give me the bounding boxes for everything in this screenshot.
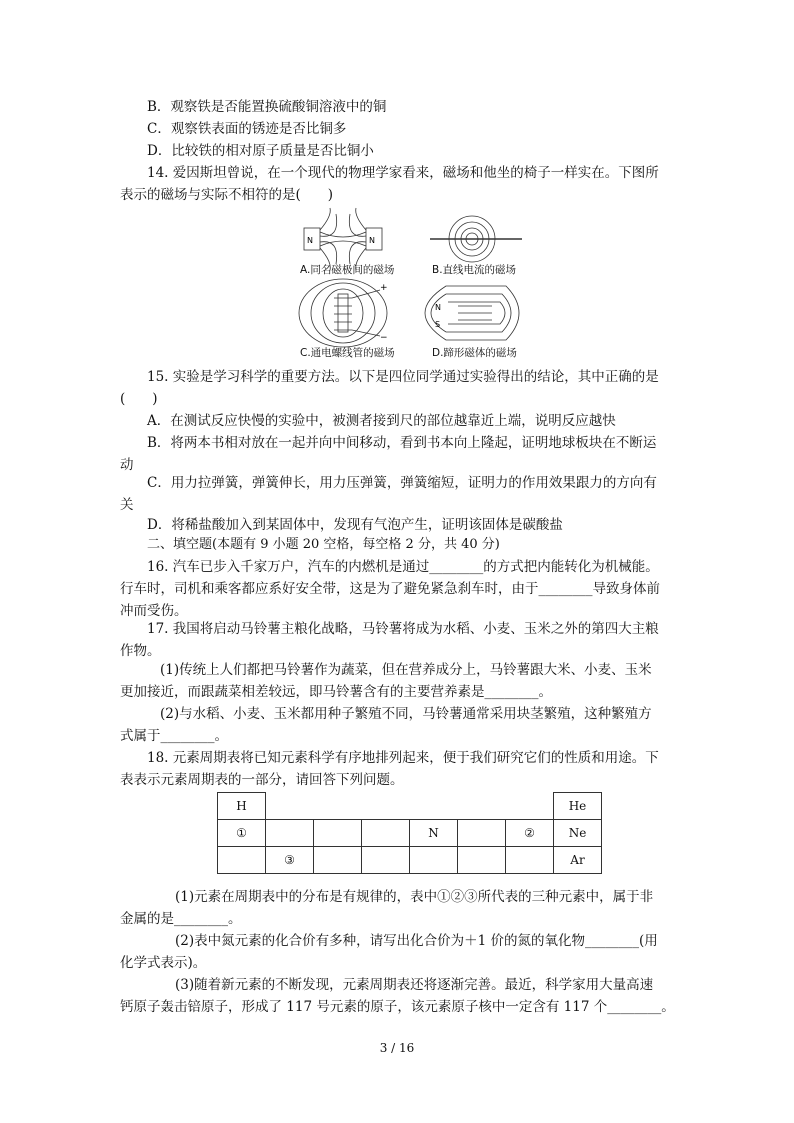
table-cell: ② xyxy=(506,820,554,847)
table-cell xyxy=(362,793,410,820)
question-17-line1: 17. 我国将启动马铃薯主粮化战略，马铃薯将成为水稻、小麦、玉米之外的第四大主粮 xyxy=(147,621,659,637)
table-cell: ① xyxy=(218,820,266,847)
table-cell xyxy=(314,847,362,874)
caption-c: C.通电螺线管的磁场 xyxy=(300,347,395,359)
question-18-2-line2: 化学式表示)。 xyxy=(120,955,207,971)
table-cell xyxy=(314,820,362,847)
table-row xyxy=(218,820,602,847)
table-cell: Ne xyxy=(554,820,602,847)
table-cell xyxy=(410,847,458,874)
caption-a: A.同名磁极间的磁场 xyxy=(300,264,395,276)
question-14-line1: 14. 爱因斯坦曾说，在一个现代的物理学家看来，磁场和他坐的椅子一样实在。下图所 xyxy=(147,165,659,181)
question-18-2-line1: (2)表中氮元素的化合价有多种，请写出化合价为＋1 价的氮的氧化物________(用 xyxy=(175,933,658,949)
question-18-1-line1: (1)元素在周期表中的分布是有规律的，表中①②③所代表的三种元素中，属于非 xyxy=(175,889,654,905)
table-cell xyxy=(458,820,506,847)
question-17-2-line2: 式属于________。 xyxy=(120,728,228,744)
option-d-q15: D．将稀盐酸加入到某固体中，发现有气泡产生，证明该固体是碳酸盐 xyxy=(147,517,563,533)
question-18-3-line1: (3)随着新元素的不断发现，元素周期表还将逐渐完善。最近，科学家用大量高速 xyxy=(175,977,654,993)
question-18-line1: 18. 元素周期表将已知元素科学有序地排列起来，便于我们研究它们的性质和用途。下 xyxy=(147,750,659,766)
table-cell: He xyxy=(554,793,602,820)
magnetic-field-figure xyxy=(296,206,534,364)
horseshoe-pole-n: N xyxy=(435,303,441,312)
question-17-2-line1: (2)与水稻、小麦、玉米都用种子繁殖不同，马铃薯通常采用块茎繁殖，这种繁殖方 xyxy=(160,706,652,722)
table-cell xyxy=(266,793,314,820)
table-cell xyxy=(506,793,554,820)
question-17-1-line1: (1)传统上人们都把马铃薯作为蔬菜，但在营养成分上，马铃薯跟大米、小麦、玉米 xyxy=(160,662,652,678)
question-18-3-line2: 钙原子轰击锫原子，形成了 117 号元素的原子，该元素原子核中一定含有 117 个________。 xyxy=(120,999,675,1015)
caption-b: B.直线电流的磁场 xyxy=(432,264,517,276)
question-18-1-line2: 金属的是________。 xyxy=(120,911,242,927)
magnetic-field-diagrams xyxy=(296,206,534,364)
section-2-heading: 二、填空题(本题有 9 小题 20 空格，每空格 2 分，共 40 分) xyxy=(147,537,500,552)
table-row xyxy=(218,793,602,820)
caption-d: D.蹄形磁体的磁场 xyxy=(432,347,517,359)
option-b-q13: B．观察铁是否能置换硫酸铜溶液中的铜 xyxy=(147,99,387,115)
table-cell xyxy=(458,847,506,874)
table-cell xyxy=(506,847,554,874)
option-c-q13: C．观察铁表面的锈迹是否比铜多 xyxy=(147,121,347,137)
pole-label-right: N xyxy=(369,236,375,245)
question-15-line1: 15. 实验是学习科学的重要方法。以下是四位同学通过实验得出的结论，其中正确的是 xyxy=(147,369,659,385)
question-17-1-line2: 更加接近，而跟蔬菜相差较远，即马铃薯含有的主要营养素是________。 xyxy=(120,684,552,700)
table-cell xyxy=(410,793,458,820)
plus-terminal: + xyxy=(380,283,388,293)
table-cell: H xyxy=(218,793,266,820)
question-17-line2: 作物。 xyxy=(120,643,161,659)
table-cell xyxy=(266,820,314,847)
question-16-line3: 冲而受伤。 xyxy=(120,603,188,619)
question-14-line2: 表示的磁场与实际不相符的是( ) xyxy=(120,187,334,203)
minus-terminal: − xyxy=(380,333,388,343)
question-15-line2: ( ) xyxy=(120,391,158,407)
question-16-line2: 行车时，司机和乘客都应系好安全带，这是为了避免紧急刹车时，由于________导致身体前 xyxy=(120,581,660,597)
table-cell: ③ xyxy=(266,847,314,874)
option-c-q15-line2: 关 xyxy=(120,497,134,513)
table-cell xyxy=(458,793,506,820)
question-18-line2: 表表示元素周期表的一部分，请回答下列问题。 xyxy=(120,772,404,788)
page-number: 3 / 16 xyxy=(379,1041,415,1055)
periodic-table-fragment xyxy=(217,792,602,874)
option-a-q15: A．在测试反应快慢的实验中，被测者接到尺的部位越靠近上端，说明反应越快 xyxy=(147,413,616,429)
option-b-q15-line2: 动 xyxy=(120,457,134,473)
table-cell xyxy=(314,793,362,820)
table-cell xyxy=(362,820,410,847)
option-c-q15-line1: C．用力拉弹簧，弹簧伸长，用力压弹簧，弹簧缩短，证明力的作用效果跟力的方向有 xyxy=(147,475,657,491)
table-cell xyxy=(362,847,410,874)
table-row xyxy=(218,847,602,874)
option-d-q13: D．比较铁的相对原子质量是否比铜小 xyxy=(147,143,374,159)
option-b-q15-line1: B．将两本书相对放在一起并向中间移动，看到书本向上隆起，证明地球板块在不断运 xyxy=(147,435,657,451)
pole-label-left: N xyxy=(307,236,313,245)
table-cell xyxy=(218,847,266,874)
horseshoe-pole-s: S xyxy=(435,320,441,329)
table-cell: Ar xyxy=(554,847,602,874)
table-cell: N xyxy=(410,820,458,847)
question-16-line1: 16. 汽车已步入千家万户，汽车的内燃机是通过________的方式把内能转化为机械能。 xyxy=(147,559,659,575)
